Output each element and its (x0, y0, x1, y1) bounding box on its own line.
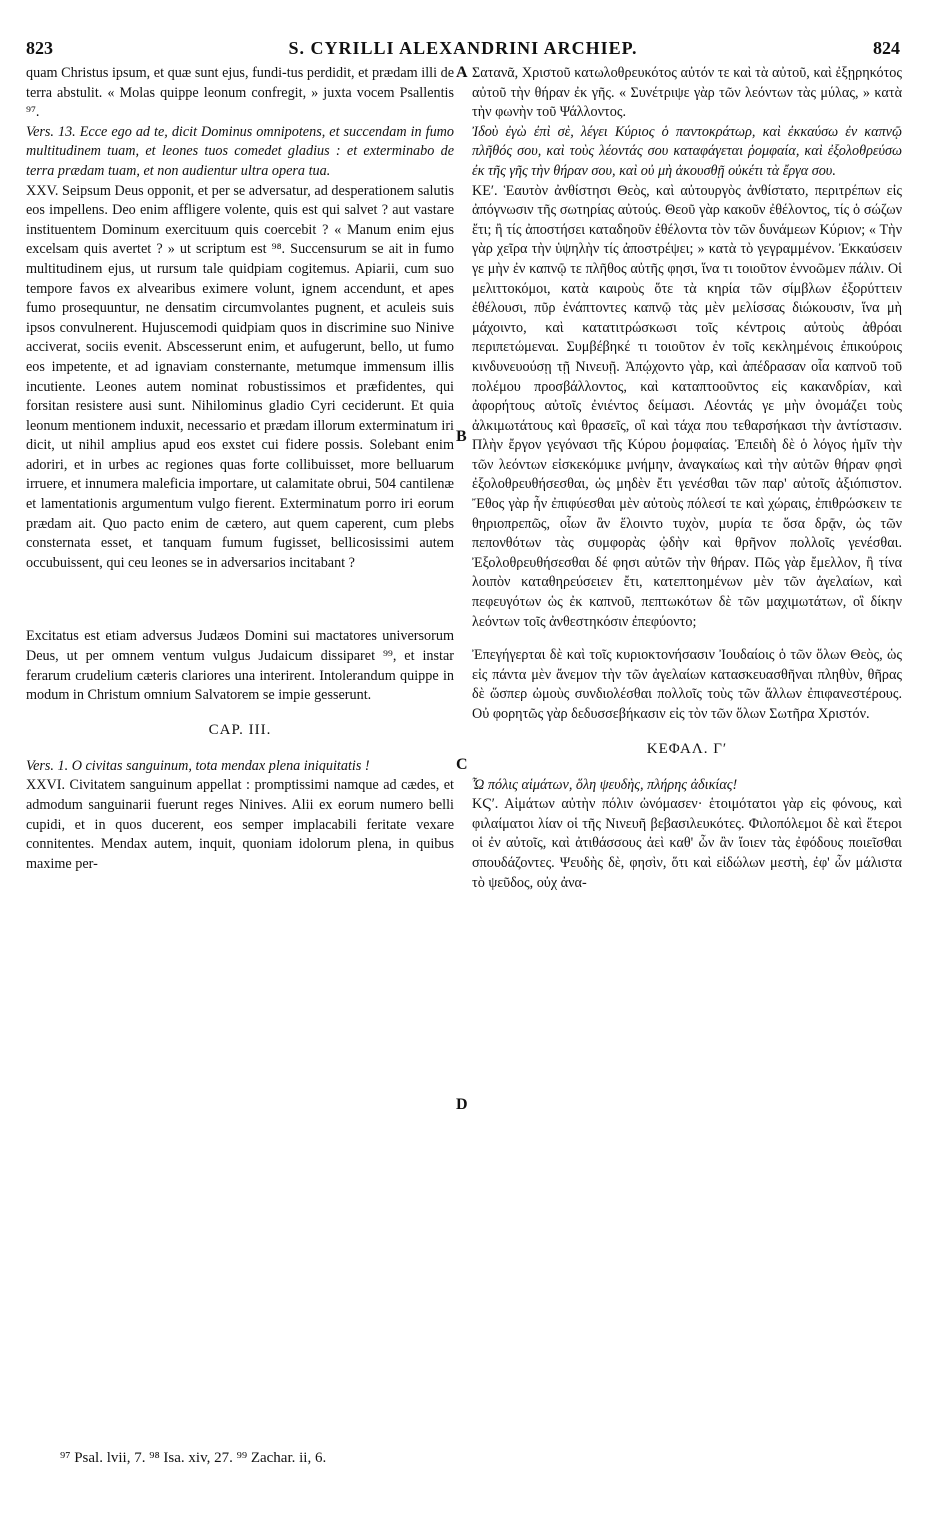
left-page-number: 823 (26, 38, 53, 58)
latin-verse-13: Vers. 13. Ecce ego ad te, dicit Dominus omnipotens, et succendam in fumo multitudinem tuam, et leones tuos comedet gladius : et exterminabo de terra prædam tuam, et non audientur ultra opera tua. (26, 123, 454, 179)
margin-letter-a: A (456, 64, 468, 81)
latin-section-26: XXVI. Civitatem sanguinum appellat : promptissimi namque ad cædes, et admodum sanguinarii fuerunt reges Ninives. Alii ex eorum numero belli cupidi, et in quos ducerent, eos semper implacabili feritate vexare connitentes. Mendax autem, inquit, quoniam idolorum plena, in quibus maxime per- (26, 777, 454, 872)
margin-letter-d: D (456, 1096, 468, 1113)
margin-letter-c: C (456, 756, 468, 773)
greek-verse-1: Ὦ πόλις αἱμάτων, ὅλη ψευδὴς, πλήρης ἀδικίας! (472, 776, 738, 793)
greek-chapter-heading: ΚΕΦΑΛ. Γʹ (646, 740, 728, 757)
page-header (0, 38, 926, 62)
greek-paragraph-epegeiretai: Ἐπεγήγερται δὲ καὶ τοῖς κυριοκτονήσασιν Ἰουδαίοις ὁ τῶν ὅλων Θεὸς, ὡς εἰς πάντα μὲν ἄνεμον τὴν τῶν ἀγελαίων κατασκευασθῆναι πληθὺν, θῆρας δὲ ὥσπερ ὠμοὺς συνδιολέσθαι πολλοῖς τοὺς τῶν ἄλλων ἐπιφανεστέρους. Οὐ φορητῶς γὰρ δεδυσσεβήκασιν εἰς τὸν τῶν ὅλων Σωτῆρα Χριστόν. (472, 647, 902, 722)
latin-verse-1: Vers. 1. O civitas sanguinum, tota mendax plena iniquitatis ! (26, 757, 370, 774)
greek-verse-13: Ἰδοὺ ἐγὼ ἐπὶ σὲ, λέγει Κύριος ὁ παντοκράτωρ, καὶ ἐκκαύσω ἐν καπνῷ πλῆθός σου, καὶ τοὺς λέοντάς σου καταφάγεται ῥομφαία, καὶ ἐξολοθρεύσω ἐκ τῆς γῆς τὴν θήραν σου, καὶ οὐ μὴ ἀκουσθῇ οὐκέτι τὰ ἔργα σου. (472, 123, 902, 179)
right-page-number: 824 (873, 38, 900, 58)
greek-section-26: ΚϚʹ. Αἱμάτων αὐτὴν πόλιν ὠνόμασεν· ἑτοιμότατοι γὰρ εἰς φόνους, καὶ φιλαίματοι λίαν οἱ τῆς Νινευῆ βεβασιλευκότες. Φιλοπόλεμοι δὲ καὶ ἕτεροι οἱ ἐν αὐτοῖς, καὶ ἀτιθάσσους ἀεὶ καθ' ὧν ἂν ἴοιεν τὰς ἐφόδους ποιεῖσθαι σπουδάζοντες. Ψευδὴς δὲ, φησὶν, ὅτι καὶ εἰδώλων μεστὴ, ἐφ' ὧν μάλιστα τὸ ψεῦδος, οὐχ ἀνα- (472, 796, 902, 891)
margin-letter-b: B (456, 428, 467, 445)
latin-chapter-heading: CAP. III. (208, 721, 272, 738)
greek-section-25: ΚΕʹ. Ἑαυτὸν ἀνθίστησι Θεὸς, καὶ αὐτουργὸς ἀνθίστατο, περιτρέπων εἰς ἀπόγνωσιν τῆς σωτηρίας αὐτούς. Θεοῦ γὰρ κακοῦν ἐθέλοντος, τίς ὁ σώζων ἔτι; ἢ τίς ἀποστήσει καταδηοῦν ἐθέλοντα τὸν τῶν δυνάμεων Κύριον; « Τὴν γὰρ χεῖρα τὴν ὑψηλὴν τίς ἀποστρέψει; » κατὰ τὸ γεγραμμένον. Ἐκκαύσειν γε μὴν ἐν καπνῷ τε πλῆθος αὐτῆς φησι, ἵνα τι τοιοῦτον ἐννοῶμεν πάλιν. Οἱ μελιττοκόμοι, κατὰ καιροὺς ὅτε τὰ κηρία τῶν σίμβλων ἐξορύττειν ἐθέλουσι, πῦρ ἐνάπτοντες καπνῷ τὰς μὲν μελίσσας διώκουσιν, ἵνα μὴ μάχοιντο, καὶ κατατιτρώσκωσι τοῖς κέντροις αὐτοὺς ἀθρόαι περιπετώμεναι. Συμβέβηκέ τι τοιοῦτον ἐν τοῖς κεκλημένοις ἐπικούροις κινδυνευούσῃ τῇ Νινευῇ. Ἀπῴχοντο γὰρ, καὶ ἀπέδρασαν οἷα καπνοῦ τοῦ πολέμου προσβάλλοντος, καὶ καταπτοοῦντος εἰς κακανδρίαν, καὶ ἀφορήτους αὐτοῖς ἐνιέντος δείμασι. Λέοντάς γε μὴν ὀνομάζει τοὺς ἀλκιμωτάτους καὶ θρασεῖς, οἳ καὶ τάχα που τεθαρσήκασι τὴν ἀντίστασιν. Πλὴν ἔργον γεγόνασι τῆς Κύρου ῥομφαίας. Ἐπειδὴ δὲ ὁ λόγος ἡμῖν τὴν τῶν λεόντων εἰσκεκόμικε μνήμην, ἀναγκαίως καὶ τὴν αὐτῶν θήραν φησὶ ἐξολοθρευθήσεσθαι, ὡς μηδὲν ἔτι γενέσθαι τῶν παρ' αὐτοῖς ἀξιόπιστον. Ἔθος γὰρ ἦν ἐπιφύεσθαι μὲν αὐτοὺς πόλεσί τε καὶ χώραις, ἐπιθρώσκειν τε θηριοπρεπῶς, οἷων ἂν ἕλοιντο τυχὸν, μυρία τε ὅσα δρᾷν, ὡς τῶν πεπονθότων τὰς συμφορὰς ᾠδὴν καὶ θρῆνον πολλοῖς γενέσθαι. Ἐξολοθρευθήσεσθαι δέ φησι αὐτῶν τὴν θήραν. Πῶς γὰρ ἔμελλον, ἢ τίνα λοιπὸν καταθηρεύσειεν ἔτι, κατεπτοημένων μὲν τῶν ἀγελαίων, καὶ πεφευγότων ὡς ἐκ καπνοῦ, πεπτωκότων δὲ τῶν μαχιμωτάτων, οἳ δίκην λεόντων τοῖς ἀνθεστηκόσιν ἐπεφύοντο; (472, 182, 902, 630)
latin-paragraph-opening: quam Christus ipsum, et quæ sunt ejus, fundi-tus perdidit, et prædam illi de terra abstulit. « Molas quippe leonum confregit, » juxta vocem Psallentis ⁹⁷. (26, 65, 454, 121)
latin-column (26, 64, 454, 874)
greek-column (472, 64, 902, 893)
running-title: S. CYRILLI ALEXANDRINI ARCHIEP. (288, 38, 638, 58)
greek-paragraph-opening: Σατανᾶ, Χριστοῦ κατωλοθρευκότος αὐτόν τε καὶ τὰ αὐτοῦ, καὶ ἐξῃρηκότος αὐτοῦ τὴν θήραν ἐκ γῆς. « Συνέτριψε γὰρ τῶν λεόντων τὰς μύλας, » κατὰ τὴν φωνὴν τοῦ Ψάλλοντος. (472, 65, 902, 121)
latin-paragraph-excitatus: Excitatus est etiam adversus Judæos Domini sui mactatores universorum Deus, ut per omnem ventum vulgus Judaicum dissiparet ⁹⁹, et instar ferarum crudelium cæteris clariores una interirent. Intolerandum quippe in modum in Christum omnium Salvatorem se impie gesserunt. (26, 628, 454, 704)
latin-section-25: XXV. Seipsum Deus opponit, et per se adversatur, ad desperationem salutis eos impellens. Deo enim affligere volente, quis est qui salvet ? aut vastare instituentem Dominum exercituum quis coercebit ? « Manum enim ejus excelsam quis avertet ? » ut scriptum est ⁹⁸. Succensurum se ait in fumo multitudinem ejus, ut rursum tale quidpiam cogitemus. Apiarii, cum suo tempore favos ex alvearibus eximere volunt, ignem accendunt, et apes fumo prosequuntur, ne densatim circumvolantes pugnent, et aculeis suis ipsos convulnerent. Hujuscemodi quidpiam quos in discrimine suo Ninive acciverat, sociis evenit. Abscesserunt enim, et aufugerunt, bello, ut fumo eos impetente, et ad ignaviam consternante, metumque immensum illis incutiente. Leones autem nominat robustissimos et præfidentes, qui forsitan resistere ausi sunt. Nihilominus gladio Cyri ceciderunt. Et quia leonum mentionem induxit, necessario et prædam illorum exterminatum iri dicit, ut nihil amplius apud eos exstet cui fidere possis. Solebant enim adoriri, et in urbes ac regiones quas forte collibuisset, more belluarum irruere, et innumera maleficia importare, ut calamitate obrui, 504 cantilenæ et lamentationis argumentum vulgo fierent. Exterminatum porro iri eorum prædam ait. Quo pacto enim de cætero, aut quem caperent, cum plebs consternata esset, et tanquam fumum fugisset, bellicosissimi autem occubuissent, qui ceu leones se in adversarios incitabant ? (26, 182, 454, 571)
footnotes: ⁹⁷ Psal. lvii, 7. ⁹⁸ Isa. xiv, 27. ⁹⁹ Zachar. ii, 6. (60, 1450, 327, 1466)
